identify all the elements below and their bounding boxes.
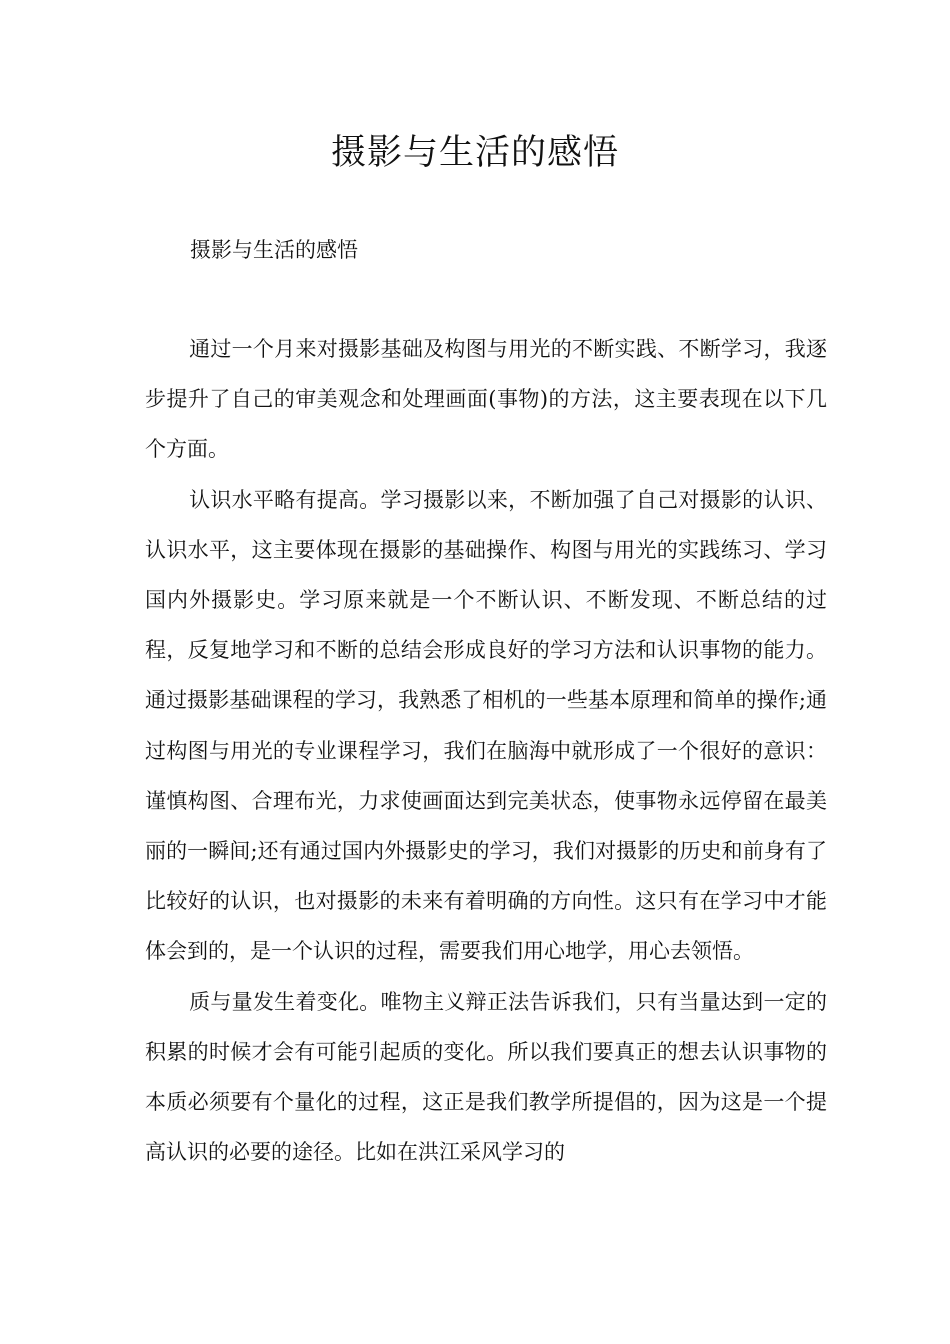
- body-paragraph-2: 认识水平略有提高。学习摄影以来，不断加强了自己对摄影的认识、认识水平，这主要体现在摄影的基础操作、构图与用光的实践练习、学习国内外摄影史。学习原来就是一个不断认识、不断发现、不断总结的过程，反复地学习和不断的总结会形成良好的学习方法和认识事物的能力。通过摄影基础课程的学习，我熟悉了相机的一些基本原理和简单的操作;通过构图与用光的专业课程学习，我们在脑海中就形成了一个很好的意识：谨慎构图、合理布光，力求使画面达到完美状态，使事物永远停留在最美丽的一瞬间;还有通过国内外摄影史的学习，我们对摄影的历史和前身有了比较好的认识，也对摄影的未来有着明确的方向性。这只有在学习中才能体会到的，是一个认识的过程，需要我们用心地学，用心去领悟。: [145, 487, 827, 964]
- document-body: [145, 324, 827, 1177]
- document-subtitle: 摄影与生活的感悟: [190, 238, 358, 262]
- body-paragraph-3: 质与量发生着变化。唯物主义辩正法告诉我们，只有当量达到一定的积累的时候才会有可能引起质的变化。所以我们要真正的想去认识事物的本质必须要有个量化的过程，这正是我们教学所提倡的，因为这是一个提高认识的必要的途径。比如在洪江采风学习的: [145, 989, 827, 1165]
- body-paragraph-1: 通过一个月来对摄影基础及构图与用光的不断实践、不断学习，我逐步提升了自己的审美观念和处理画面(事物)的方法，这主要表现在以下几个方面。: [145, 337, 827, 462]
- document-title: 摄影与生活的感悟: [330, 133, 619, 173]
